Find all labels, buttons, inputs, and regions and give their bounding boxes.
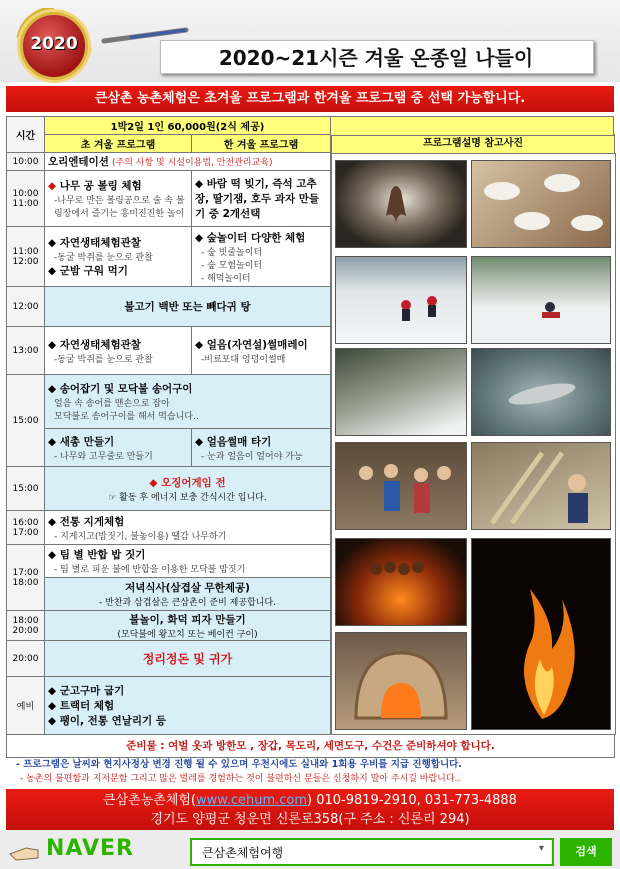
eco-title: ◆ 자연생태체험관찰 [48, 237, 141, 249]
top-banner: 큰삼촌 농촌체험은 초겨울 프로그램과 한겨울 프로그램 중 선택 가능합니다. [6, 86, 614, 112]
early-header: 초 겨울 프로그램 [45, 135, 192, 153]
trout-sub-1: 얼음 속 송어를 맨손으로 잡아 [54, 399, 170, 409]
photo-cooking [471, 160, 611, 248]
rice-cell [45, 545, 331, 611]
winter-header: 한 겨울 프로그램 [192, 135, 331, 153]
photo-snow-play [335, 256, 467, 344]
footer-phones: ) 010-9819-2910, 031-773-4888 [307, 793, 517, 808]
slingshot-title: ◆ 새총 만들기 [48, 435, 115, 448]
page-title: 2020~21시즌 겨울 온종일 나들이 [218, 46, 534, 70]
hand-pointer-icon [6, 836, 42, 864]
photo-cave-bat [335, 160, 467, 248]
chestnuts-icon [336, 539, 466, 625]
fish-icon [472, 349, 610, 435]
notes [6, 758, 614, 788]
photo-sled [471, 256, 611, 344]
rice-title: ◆ 팀 별 반합 밥 짓기 [48, 549, 146, 561]
jige-title: ◆ 전통 지게체험 [48, 515, 125, 528]
spare-item-2: ◆ 트랙터 체험 [48, 700, 115, 712]
eco2-cell [45, 327, 192, 375]
eco-cell [45, 227, 192, 287]
jige-sub: - 지게지고(밥짓기, 불놓이용) 땔감 나무하기 [54, 531, 227, 542]
rice-sub: - 팀 별로 피운 불에 반합을 이용한 모닥불 밥짓기 [54, 565, 246, 575]
time-1600-1700: 16:00 17:00 [7, 511, 45, 545]
sled-cell [192, 327, 331, 375]
closing-cell: 정리정돈 및 귀가 [45, 641, 331, 677]
bowling-cell [45, 171, 192, 227]
sled-sub: -비료포대 엉덩이썰매 [201, 354, 286, 365]
time-1000-1100: 10:00 11:00 [7, 171, 45, 227]
trout-sub-2: 모닥불로 송어구이를 해서 먹습니다.. [54, 412, 199, 422]
forest-sub-2: - 숲 모험놀이터 [201, 260, 263, 271]
search-input[interactable] [190, 838, 554, 866]
photo-pizza-oven [335, 632, 467, 730]
bowling-sub: -나무로 만든 볼링공으로 술 속 볼링장에서 즐기는 흥미진진한 놀이 [54, 196, 185, 219]
footer-name: 큰삼촌농촌체험( [103, 793, 196, 808]
chestnut-title: ◆ 군밤 구워 먹기 [48, 265, 128, 277]
orientation-note: (주의 사항 및 시설이용법, 안전관리교육) [112, 158, 273, 168]
trout-cell [45, 375, 331, 429]
year-text: 2020 [30, 34, 78, 54]
spare-item-1: ◆ 군고구마 굽기 [48, 685, 125, 697]
schedule-table [6, 116, 331, 735]
spare-cell [45, 677, 331, 735]
photo-trout [471, 348, 611, 436]
group-icon [336, 443, 466, 529]
icesled-sub: - 눈과 얼음이 얼어야 가능 [201, 451, 303, 462]
price-header-ext [331, 116, 614, 136]
cooking-cell [192, 171, 331, 227]
sled-icon [472, 257, 610, 343]
cooking-title: ◆ 바람 떡 빚기, 즉석 고추장, 딸기잼, 호두 과자 만들기 중 2개선택 [195, 178, 320, 220]
bat-icon [336, 161, 466, 247]
time-1100-1200: 11:00 12:00 [7, 227, 45, 287]
eco-sub: -동굴 박쥐를 눈으로 관찰 [54, 253, 153, 263]
eco2-sub: -동굴 박쥐를 눈으로 관찰 [54, 354, 153, 365]
dinner-title: 저녁식사(삼겹살 무한제공) [125, 582, 250, 594]
orientation-title: 오리엔테이션 [48, 156, 109, 168]
fire-sub: (모닥불에 왕꼬치 또는 베이컨 구이) [117, 629, 258, 640]
time-1000: 10:00 [7, 153, 45, 171]
fire-cell [45, 611, 331, 641]
footer-address: 경기도 양평군 청운면 신론로358(구 주소 : 신론리 294) [150, 812, 470, 827]
dropdown-arrow-icon[interactable]: ▾ [538, 843, 544, 854]
eco2-title: ◆ 자연생태체험관찰 [48, 338, 141, 351]
footer-url[interactable]: www.cehum.com [196, 793, 308, 808]
snack-sub: ☞ 활동 후 에너지 보충 간식시간 입니다. [108, 492, 267, 503]
forest-cell [192, 227, 331, 287]
naver-logo: NAVER [46, 836, 134, 861]
plates-icon [472, 161, 610, 247]
snack-title: ◆ 오징어게임 전 [149, 476, 226, 489]
slingshot-sub: - 나무와 고무줄로 만들기 [54, 451, 153, 462]
forest-sub-1: - 숲 빗줄놀이터 [201, 247, 263, 258]
trout-title: ◆ 송어잡기 및 모닥불 송어구이 [48, 383, 193, 395]
lunch-cell: 불고기 백반 또는 빼다귀 탕 [45, 287, 331, 327]
photo-jige [471, 442, 611, 530]
icesled-cell [192, 429, 331, 467]
time-1500b: 15:00 [7, 467, 45, 511]
note-1: - 프로그램은 날씨와 현지사정상 변경 진행 될 수 있으며 우천시에도 실내와 1회용 우비를 지급 진행합니다. [16, 759, 462, 770]
flame-icon [472, 539, 610, 729]
note-2: - 농촌의 불편함과 지저분함 그리고 많은 벌레를 경험하는 것이 불편하신 분들은 신청하지 말아 주시길 바랍니다.. [20, 774, 461, 784]
time-spare: 예비 [7, 677, 45, 735]
forest-title: ◆ 숲놀이터 다양한 체험 [195, 231, 306, 244]
time-1800-2000: 18:00 20:00 [7, 611, 45, 641]
time-2000: 20:00 [7, 641, 45, 677]
jige-icon [472, 443, 610, 529]
bowling-title: ◆ 나무 공 볼링 체험 [48, 180, 142, 192]
jige-cell [45, 511, 331, 545]
time-1300: 13:00 [7, 327, 45, 375]
photo-bonfire [335, 538, 467, 626]
photos-header: 프로그램설명 참고사진 [331, 134, 615, 154]
sled-title: ◆ 얼음(자연설)썰매레이 [195, 338, 308, 351]
time-header: 시간 [7, 117, 45, 153]
naver-search-bar [0, 830, 620, 869]
snack-cell [45, 467, 331, 511]
price-header: 1박2일 1인 60,000원(2식 제공) [45, 117, 331, 135]
dinner-sub: - 반찬과 삼겹살은 큰삼촌이 준비 제공합니다. [99, 598, 276, 608]
fire-title: 불놀이, 화덕 피자 만들기 [129, 613, 246, 626]
time-1700-1800: 17:00 18:00 [7, 545, 45, 611]
oven-icon [336, 633, 466, 729]
time-1200: 12:00 [7, 287, 45, 327]
photo-ice-path [335, 348, 467, 436]
footer-banner [6, 789, 614, 831]
photo-group-kids [335, 442, 467, 530]
spare-item-3: ◆ 팽이, 전통 연날리기 등 [48, 715, 166, 727]
icesled-title: ◆ 얼음썰매 타기 [195, 435, 272, 448]
prep-row: 준비물 : 여벌 옷과 방한모 , 장갑, 목도리, 세면도구, 수건은 준비하셔야 합니다. [6, 734, 615, 758]
forest-sub-3: - 해먹놀이터 [201, 273, 251, 284]
photos-panel [331, 153, 616, 735]
year-badge [14, 8, 94, 80]
slingshot-cell [45, 429, 192, 467]
kids-snow-icon [336, 257, 466, 343]
photo-fire-sparks [471, 538, 611, 730]
orientation-cell [45, 153, 331, 171]
footer-contact [6, 791, 614, 810]
search-query: 큰삼촌체험여행 [202, 846, 284, 860]
time-1500: 15:00 [7, 375, 45, 467]
search-button[interactable]: 검색 [560, 838, 612, 866]
